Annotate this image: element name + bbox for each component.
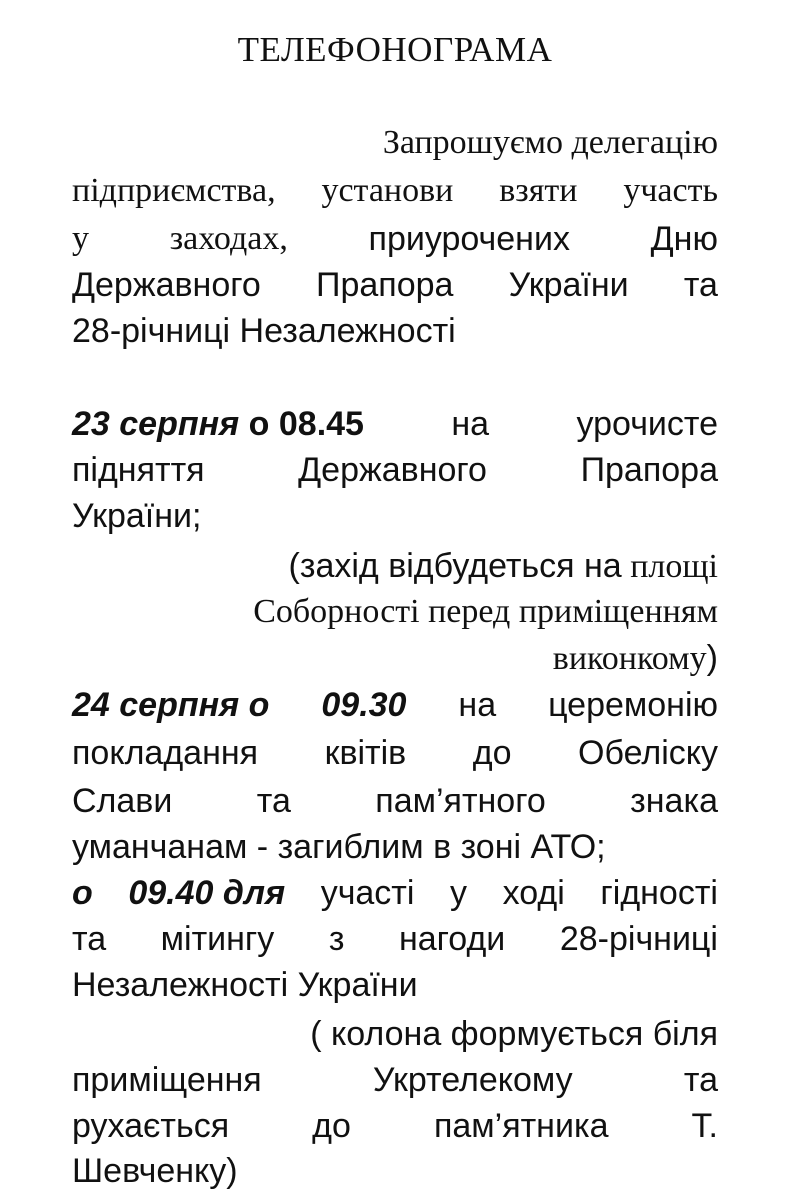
intro-word: підприємства, (72, 172, 276, 209)
event3-note-line-4 (72, 1148, 718, 1194)
event1-word: на (451, 405, 490, 443)
intro-word: Дню (650, 220, 718, 258)
event3-time-group (128, 870, 285, 916)
intro-word: установи (321, 172, 454, 209)
event3-note-word: та (683, 1061, 718, 1099)
event1-note-text: площі (621, 548, 718, 585)
intro-line-2 (72, 168, 718, 214)
event2-datetime (72, 682, 269, 728)
event1-word: підняття (72, 451, 205, 489)
event3-note-word: приміщення (72, 1061, 262, 1099)
intro-line-4 (72, 262, 718, 308)
event3-time: 09.40 (128, 874, 214, 912)
event2-date: 24 серпня (72, 686, 240, 724)
intro-word: та (683, 266, 718, 304)
event1-line-3 (72, 493, 718, 539)
intro-word: Державного (72, 266, 261, 304)
event3-line-2 (72, 916, 718, 962)
intro-line-1 (72, 120, 718, 166)
event3-line-1 (72, 870, 718, 916)
event2-line-4 (72, 824, 718, 870)
event3-note-word: Укртелекому (372, 1061, 573, 1099)
intro-word: України (508, 266, 629, 304)
intro-word: у (72, 220, 89, 257)
event2-line-2 (72, 730, 718, 776)
intro-word: заходах, (169, 220, 288, 257)
event2-word: Обеліску (578, 734, 718, 772)
intro-word: участь (623, 172, 718, 209)
event1-note-text: виконкому (552, 640, 707, 677)
event3-note-line-2 (72, 1057, 718, 1103)
event3-word: з (328, 920, 345, 958)
event2-time: 09.30 (321, 686, 407, 724)
event1-line-1 (72, 401, 718, 447)
event3-note-word: рухається (72, 1107, 230, 1145)
event3-word: нагоди (398, 920, 506, 958)
event1-word: Державного (298, 451, 487, 489)
event2-line-1 (72, 682, 718, 728)
event2-word: Слави (72, 782, 173, 820)
event3-word: мітингу (160, 920, 275, 958)
event1-word: урочисте (576, 405, 718, 443)
event3-word: 28-річниці (559, 920, 718, 958)
intro-text: 28-річниці Незалежності (72, 312, 456, 350)
event3-word: гідності (600, 874, 718, 912)
intro-word: Прапора (316, 266, 454, 304)
event1-note-line-1 (72, 543, 718, 589)
event3-dlia: для (222, 874, 286, 912)
event3-line-3 (72, 962, 718, 1008)
event1-note-text: Соборності перед приміщенням (253, 593, 718, 630)
event2-word: покладання (72, 734, 259, 772)
event2-word: квітів (324, 734, 407, 772)
event1-datetime (72, 401, 364, 447)
intro-word: взяти (499, 172, 578, 209)
event3-word: та (72, 920, 107, 958)
event3-note-word: Т. (691, 1107, 718, 1145)
event2-line-3 (72, 778, 718, 824)
event1-word: Прапора (580, 451, 718, 489)
event1-line-2 (72, 447, 718, 493)
event1-o: о (248, 405, 270, 443)
event2-o: о (248, 686, 270, 724)
intro-line-5 (72, 308, 718, 354)
intro-word: приурочених (368, 220, 570, 258)
event3-note-text: Шевченку) (72, 1152, 238, 1190)
event3-text: Незалежності України (72, 966, 418, 1004)
event2-word: пам’ятного (375, 782, 546, 820)
event3-note-word: до (312, 1107, 351, 1145)
event3-note-word: пам’ятника (433, 1107, 609, 1145)
document-title: ТЕЛЕФОНОГРАМА (237, 30, 553, 69)
event2-text: уманчанам - загиблим в зоні АТО; (72, 828, 606, 866)
event2-word: знака (630, 782, 718, 820)
event3-word: ході (502, 874, 565, 912)
event1-note-line-3 (72, 635, 718, 681)
event3-word: участі (320, 874, 415, 912)
event2-word: на (458, 686, 497, 724)
event3-word: у (450, 874, 468, 912)
event1-note-text: (захід відбудеться на (288, 547, 622, 585)
event2-word: та (256, 782, 291, 820)
event1-note-line-2 (72, 589, 718, 635)
event3-o: о (72, 874, 93, 912)
event1-date: 23 серпня (72, 405, 240, 443)
event3-note-line-3 (72, 1103, 718, 1149)
event1-time: 08.45 (278, 405, 364, 443)
event3-note-text: ( колона формується біля (310, 1015, 718, 1053)
event2-word: до (472, 734, 512, 772)
intro-line-3 (72, 216, 718, 262)
event2-word: церемонію (548, 686, 718, 724)
event3-note-line-1 (72, 1011, 718, 1057)
event1-note-text: ) (706, 639, 718, 677)
event1-text: України; (72, 497, 202, 535)
intro-text: Запрошуємо делегацію (382, 124, 718, 161)
